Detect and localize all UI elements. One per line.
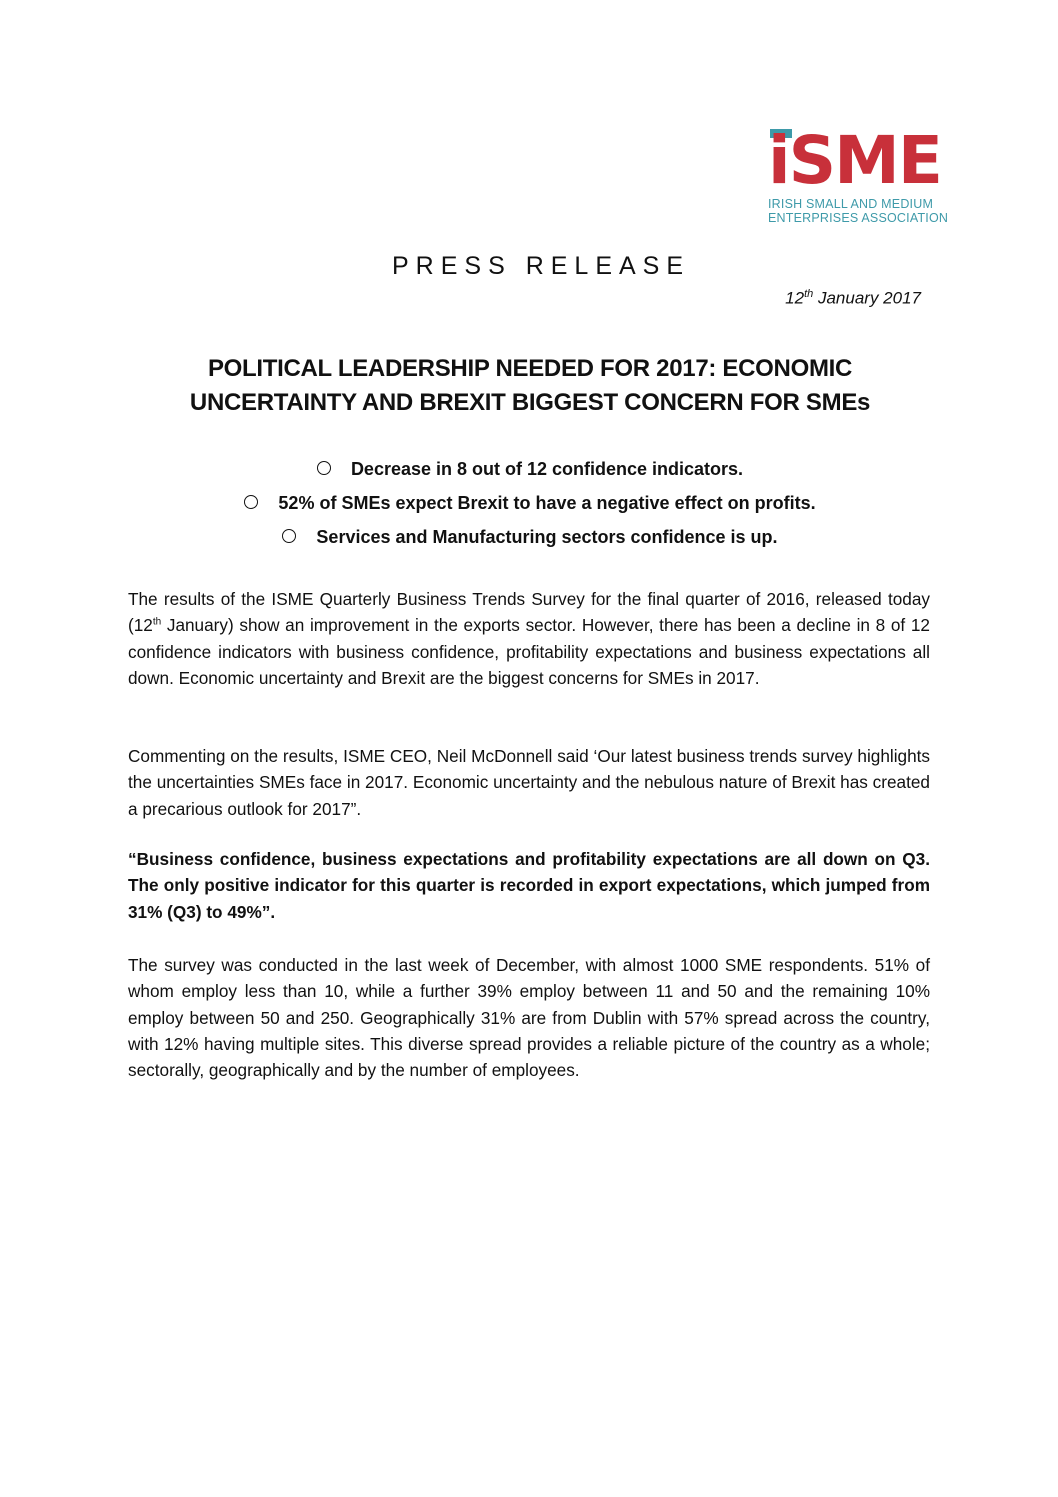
date-rest: January 2017 [813,288,921,308]
paragraph-survey-results [128,586,930,691]
logo-tagline-line1: IRISH SMALL AND MEDIUM [768,197,934,211]
bullet-circle-icon [244,495,258,509]
key-point [130,520,930,554]
paragraph-quote: “Business confidence, business expectations and profitability expectations are all down on Q3. The only positive indicator for this quarter is recorded in export expectations, which jumped from 31% (Q3) to 49%”. [128,849,930,922]
key-point-text: Services and Manufacturing sectors confidence is up. [316,527,778,547]
date-suffix: th [804,288,814,300]
date-day: 12 [785,288,805,308]
paragraph-methodology: The survey was conducted in the last week of December, with almost 1000 SME respondents. 51% of whom employ less than 10, while a further 39% employ between 11 and 50 and the remaining 10% employ between 50 and 250. Geographically 31% are from Dublin with 57% spread across the country, with 12% having multiple sites. This diverse spread provides a reliable picture of the country as a whole; sectorally, geographically and by the number of employees. [128,955,930,1081]
key-point-text: 52% of SMEs expect Brexit to have a negative effect on profits. [278,493,816,513]
bullet-circle-icon [282,529,296,543]
p1-text-a: The results of the ISME Quarterly Business Trends Survey for the final quarter of 2016, released today (12 [128,589,930,636]
press-release-label: PRESS RELEASE [392,252,691,280]
p1-sup: th [152,616,162,628]
key-point [130,452,930,486]
logo-wordmark [768,122,958,199]
key-point-text: Decrease in 8 out of 12 confidence indicators. [350,459,744,479]
bullet-circle-icon [317,461,331,475]
p1-text-b: January) show an improvement in the exports sector. However, there has been a decline in 8 of 12 confidence indicators with business confidence, profitability expectations and business expectations all down. Economic uncertainty and Brexit are the biggest concerns for SMEs in 2017. [128,615,930,688]
isme-logo [768,122,958,225]
logo-tagline-line2: ENTERPRISES ASSOCIATION [768,211,949,225]
key-point [130,486,930,520]
headline-line2: UNCERTAINTY AND BREXIT BIGGEST CONCERN FOR SMEs [189,389,871,416]
release-date [785,288,921,309]
logo-wordmark-text: iSME [768,122,941,199]
key-points-list [130,452,930,554]
paragraph-ceo-comment: Commenting on the results, ISME CEO, Neil McDonnell said ‘Our latest business trends survey highlights the uncertainties SMEs face in 2017. Economic uncertainty and the nebulous nature of Brexit has created a precarious outlook for 2017”. [128,746,930,819]
headline-line1: POLITICAL LEADERSHIP NEEDED FOR 2017: ECONOMIC [207,355,853,382]
headline [130,352,930,420]
